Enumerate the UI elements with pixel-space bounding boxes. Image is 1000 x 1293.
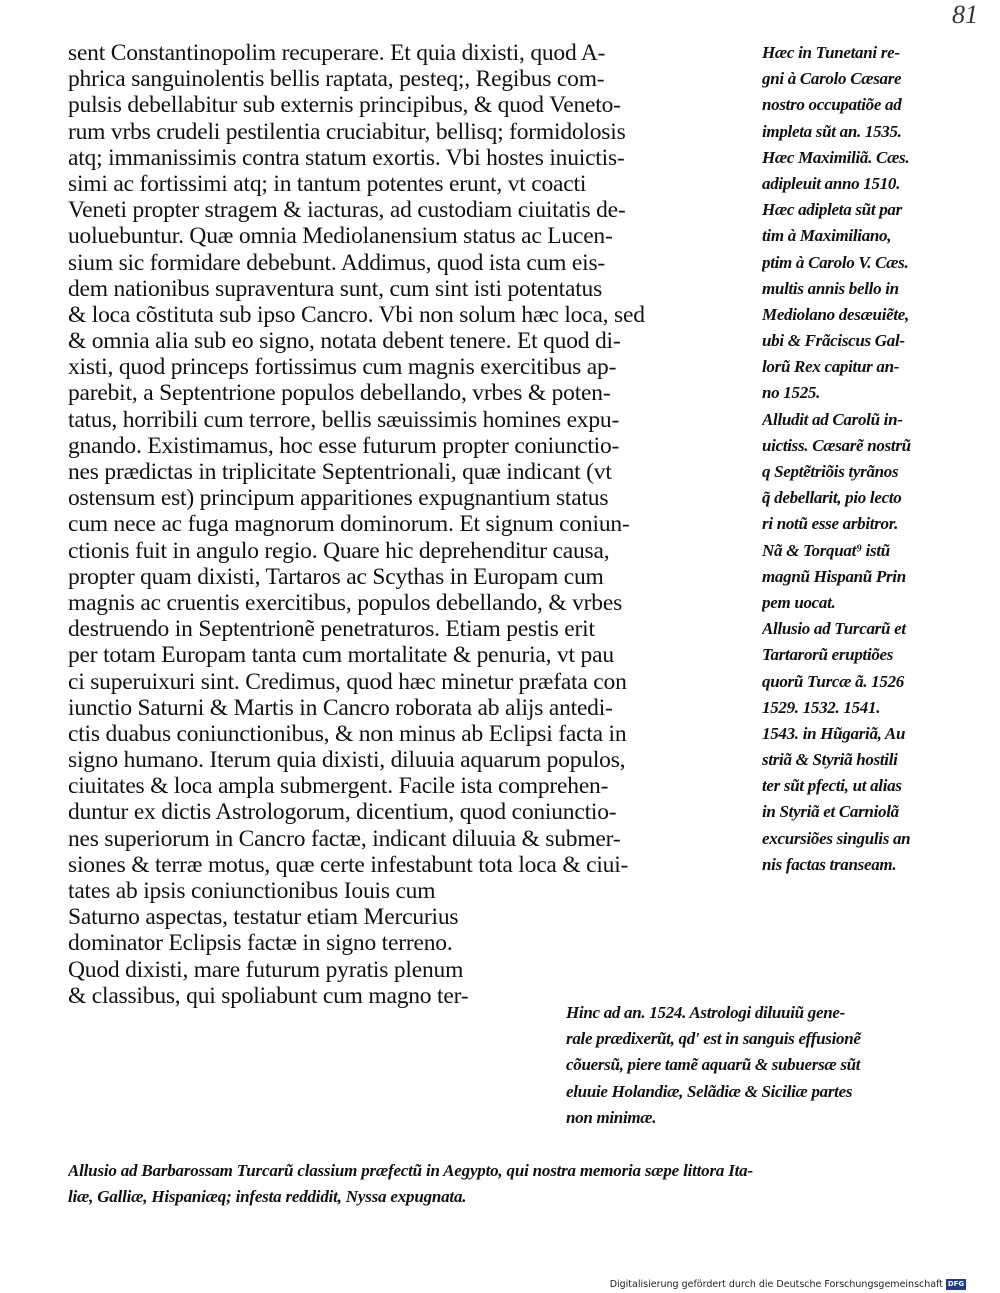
- margin-note-line: nostro occupatiõe ad: [762, 95, 902, 115]
- text-line: & classibus, qui spoliabunt cum magno ter-: [68, 982, 469, 1009]
- text-line: tatus, horribili cum terrore, bellis sæuissimis homines expu-: [68, 406, 620, 433]
- text-line: ciuitates & loca ampla submergent. Facile ista comprehen-: [68, 773, 609, 800]
- margin-notes: [762, 40, 994, 878]
- margin-note-line: ri notũ esse arbitror.: [762, 514, 899, 534]
- margin-note-line: lorũ Rex capitur an-: [762, 357, 900, 377]
- text-line: per totam Europam tanta cum mortalitate & penuria, vt pau: [68, 642, 614, 669]
- margin-note-line: Allusio ad Turcarũ et: [762, 619, 906, 639]
- margin-note-line: striã & Styriã hostili: [762, 750, 898, 770]
- margin-note-line: Hæc adipleta sũt par: [762, 200, 902, 220]
- text-line: Veneti propter stragem & iacturas, ad custodiam ciuitatis de-: [68, 197, 626, 224]
- text-line: simi ac fortissimi atq; in tantum potentes erunt, vt coacti: [68, 170, 587, 197]
- margin-note-line: adipleuit anno 1510.: [762, 173, 901, 193]
- text-line: tates ab ipsis coniunctionibus Iouis cum: [68, 878, 436, 904]
- margin-note-line: Hæc Maximiliã. Cæs.: [762, 147, 910, 167]
- text-line: xisti, quod princeps fortissimus cum magnis exercitibus ap-: [68, 354, 617, 381]
- margin-note-line: quorũ Turcæ ã. 1526: [762, 671, 904, 691]
- text-line: ctis duabus coniunctionibus, & non minus ab Eclipsi facta in: [68, 720, 627, 747]
- margin-note-line: cõuersũ, piere tamẽ aquarũ & subuersæ sũt: [566, 1055, 861, 1075]
- margin-note-line: eluuie Holandiæ, Selãdiæ & Siciliæ partes: [566, 1081, 853, 1101]
- lower-margin-note: [566, 1000, 986, 1131]
- footnote-line: Allusio ad Barbarossam Turcarũ classium præfectũ in Aegypto, qui nostra memoria sæpe littora Ita-: [68, 1161, 753, 1180]
- margin-note-line: Mediolano desæuiẽte,: [762, 304, 909, 324]
- margin-note-line: magnũ Hispanũ Prin: [762, 566, 906, 586]
- margin-note-line: 1543. in Hũgariã, Au: [762, 723, 906, 743]
- main-text-column: [68, 40, 758, 1009]
- margin-note-line: impleta sũt an. 1535.: [762, 121, 902, 141]
- text-line: sium sic formidare debebunt. Addimus, quod ista cum eis-: [68, 249, 606, 276]
- folio-number: 81: [952, 0, 978, 29]
- text-line: uoluebuntur. Quæ omnia Mediolanensium status ac Lucen-: [68, 223, 613, 250]
- margin-note-line: Hinc ad an. 1524. Astrologi diluuiũ gene-: [566, 1003, 845, 1022]
- margin-note-line: rale prædixerũt, qd' est in sanguis effusionẽ: [566, 1029, 861, 1049]
- text-line: ci superuixuri sint. Credimus, quod hæc minetur præfata con: [68, 668, 627, 695]
- text-line: rum vrbs crudeli pestilentia cruciabitur, bellisq; formidolosis: [68, 118, 626, 145]
- margin-note-line: ubi & Frãciscus Gal-: [762, 331, 905, 351]
- text-line: & omnia alia sub eo signo, notata debent tenere. Et quod di-: [68, 328, 621, 355]
- margin-note-line: 1529. 1532. 1541.: [762, 697, 881, 717]
- text-line: iunctio Saturni & Martis in Cancro roborata ab alijs antedi-: [68, 694, 613, 721]
- margin-note-line: Nã & Torquat⁹ istũ: [762, 540, 890, 560]
- text-line: nes superiorum in Cancro factæ, indicant diluuia & submer-: [68, 825, 621, 852]
- text-line: magnis ac cruentis exercitibus, populos debellando, & vrbes: [68, 589, 623, 616]
- margin-note-line: pem uocat.: [762, 592, 836, 612]
- margin-note-line: multis annis bello in: [762, 278, 899, 298]
- margin-note-line: q̃ debellarit, pio lecto: [762, 488, 902, 508]
- footnote-line: liæ, Galliæ, Hispaniæq; infesta reddidit, Nyssa expugnata.: [68, 1187, 467, 1206]
- text-line: ostensum est) principum apparitiones expugnantium status: [68, 485, 609, 512]
- dfg-logo-icon: DFG: [947, 1280, 965, 1288]
- text-line: cum nece ac fuga magnorum dominorum. Et signum coniun-: [68, 511, 630, 538]
- footnote: [68, 1158, 973, 1210]
- margin-note-line: no 1525.: [762, 383, 821, 403]
- margin-note-line: Alludit ad Carolũ in-: [762, 409, 903, 429]
- text-line: propter quam dixisti, Tartaros ac Scythas in Europam cum: [68, 563, 604, 590]
- margin-note-line: gni à Carolo Cæsare: [762, 69, 902, 89]
- text-line: duntur ex dictis Astrologorum, dicentium, quod coniunctio-: [68, 799, 617, 826]
- margin-note-line: non minimæ.: [566, 1107, 657, 1127]
- margin-note-line: tim à Maximiliano,: [762, 226, 892, 246]
- margin-note-line: Hæc in Tunetani re-: [762, 43, 900, 62]
- text-line: ctionis fuit in angulo regio. Quare hic deprehenditur causa,: [68, 537, 610, 564]
- text-line: Saturno aspectas, testatur etiam Mercurius: [68, 904, 459, 931]
- text-line: Quod dixisti, mare futurum pyratis plenum: [68, 956, 464, 983]
- text-line: nes prædictas in triplicitate Septentrionali, quæ indicant (vt: [68, 459, 612, 485]
- text-line: & loca cõstituta sub ipso Cancro. Vbi non solum hæc loca, sed: [68, 301, 645, 328]
- text-line: pulsis debellabitur sub externis principibus, & quod Veneto-: [68, 92, 621, 119]
- margin-note-line: q Septẽtriõis tyrãnos: [762, 462, 899, 481]
- text-line: signo humano. Iterum quia dixisti, diluuia aquarum populos,: [68, 747, 626, 774]
- text-line: parebit, a Septentrione populos debellando, vrbes & poten-: [68, 380, 611, 407]
- digitization-credit: [610, 1279, 966, 1290]
- text-line: sent Constantinopolim recuperare. Et quia dixisti, quod A-: [68, 40, 606, 66]
- text-line: destruendo in Septentrionẽ penetraturos. Etiam pestis erit: [68, 616, 595, 643]
- margin-note-line: in Styriã et Carniolã: [762, 802, 899, 822]
- margin-note-line: Tartarorũ eruptiões: [762, 645, 894, 665]
- text-line: dem nationibus supraventura sunt, cum sint isti potentatus: [68, 275, 603, 302]
- margin-note-line: nis factas transeam.: [762, 854, 897, 874]
- margin-note-line: excursiões singulis an: [762, 828, 911, 848]
- credit-text: Digitalisierung gefördert durch die Deutsche Forschungsgemeinschaft: [609, 1279, 943, 1290]
- text-line: siones & terræ motus, quæ certe infestabunt tota loca & ciui-: [68, 851, 629, 878]
- text-line: atq; immanissimis contra statum exortis. Vbi hostes inuictis-: [68, 144, 625, 171]
- text-line: dominator Eclipsis factæ in signo terreno.: [68, 930, 453, 957]
- margin-note-line: uictiss. Cæsarẽ nostrũ: [762, 435, 911, 455]
- margin-note-line: ter sũt pfecti, ut alias: [762, 776, 902, 796]
- text-line: gnando. Existimamus, hoc esse futurum propter coniunctio-: [68, 432, 620, 459]
- text-line: phrica sanguinolentis bellis raptata, pesteq;, Regibus com-: [68, 66, 605, 93]
- margin-note-line: ptim à Carolo V. Cæs.: [762, 252, 909, 272]
